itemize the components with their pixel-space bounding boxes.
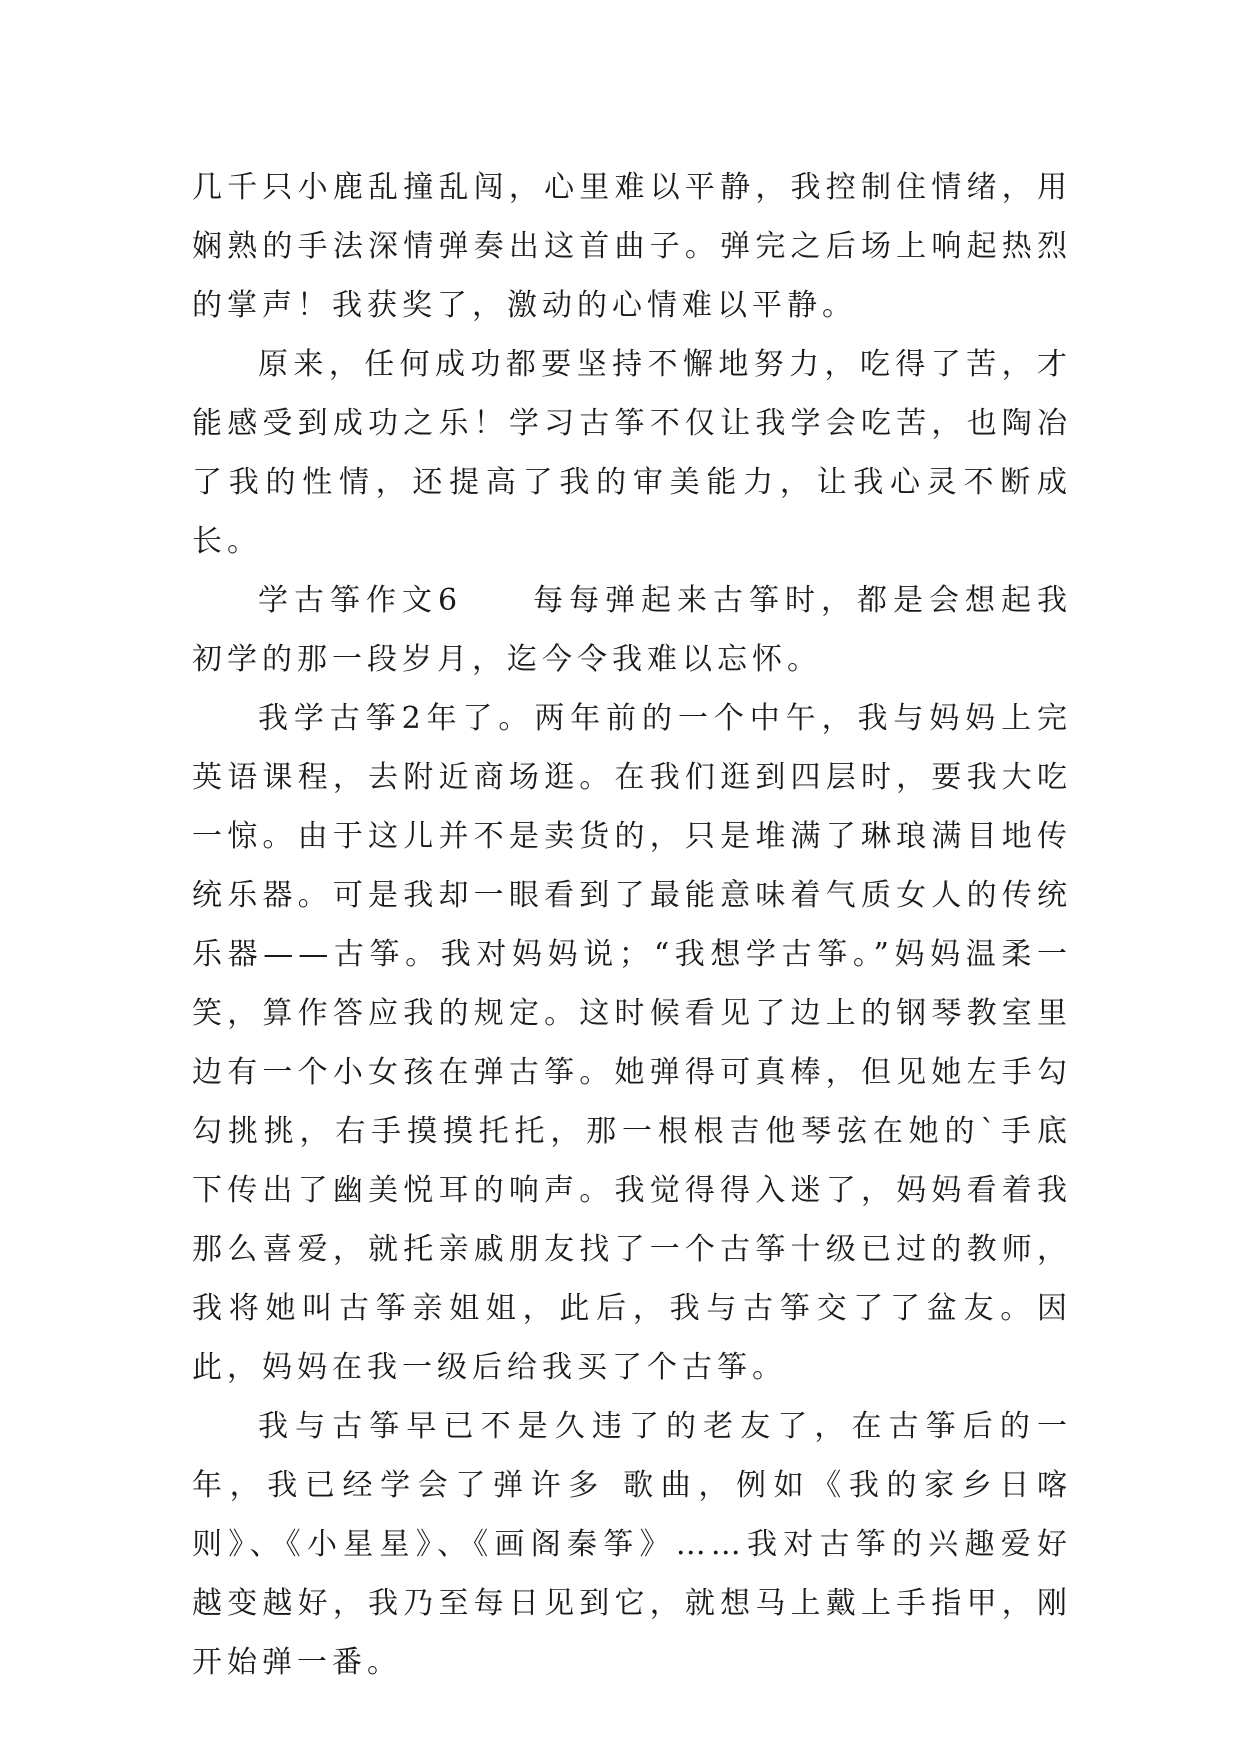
paragraph-1: 几千只小鹿乱撞乱闯，心里难以平静，我控制住情绪，用娴熟的手法深情弹奏出这首曲子。弹完之后场上响起热烈的掌声！我获奖了，激动的心情难以平静。: [192, 170, 1072, 323]
paragraph-3: [192, 571, 1072, 689]
essay-heading: 学古筝作文6: [258, 583, 463, 618]
document-body: [192, 158, 1072, 1692]
paragraph-4: 我学古筝2年了。两年前的一个中午，我与妈妈上完英语课程，去附近商场逛。在我们逛到四层时，要我大吃一惊。由于这儿并不是卖货的，只是堆满了琳琅满目地传统乐器。可是我却一眼看到了最能意味着气质女人的传统乐器——古筝。我对妈妈说；“我想学古筝。”妈妈温柔一笑，算作答应我的规定。这时候看见了边上的钢琴教室里边有一个小女孩在弹古筝。她弹得可真棒，但见她左手勾勾挑挑，右手摸摸托托，那一根根吉他琴弦在她的`手底下传出了幽美悦耳的响声。我觉得得入迷了，妈妈看着我那么喜爱，就托亲戚朋友找了一个古筝十级已过的教师，我将她叫古筝亲姐姐，此后，我与古筝交了了盆友。因此，妈妈在我一级后给我买了个古筝。: [192, 701, 1072, 1385]
paragraph-3-text: 每每弹起来古筝时，都是会想起我初学的那一段岁月，迄今令我难以忘怀。: [192, 583, 1073, 677]
paragraph-2: 原来，任何成功都要坚持不懈地努力，吃得了苦，才能感受到成功之乐！学习古筝不仅让我学会吃苦，也陶冶了我的性情，还提高了我的审美能力，让我心灵不断成长。: [192, 347, 1072, 559]
paragraph-5: 我与古筝早已不是久违了的老友了，在古筝后的一年，我已经学会了弹许多 歌曲，例如《我的家乡日喀则》、《小星星》、《画阁秦筝》……我对古筝的兴趣爱好越变越好，我乃至每日见到它，就想马上戴上手指甲，刚开始弹一番。: [192, 1409, 1072, 1680]
